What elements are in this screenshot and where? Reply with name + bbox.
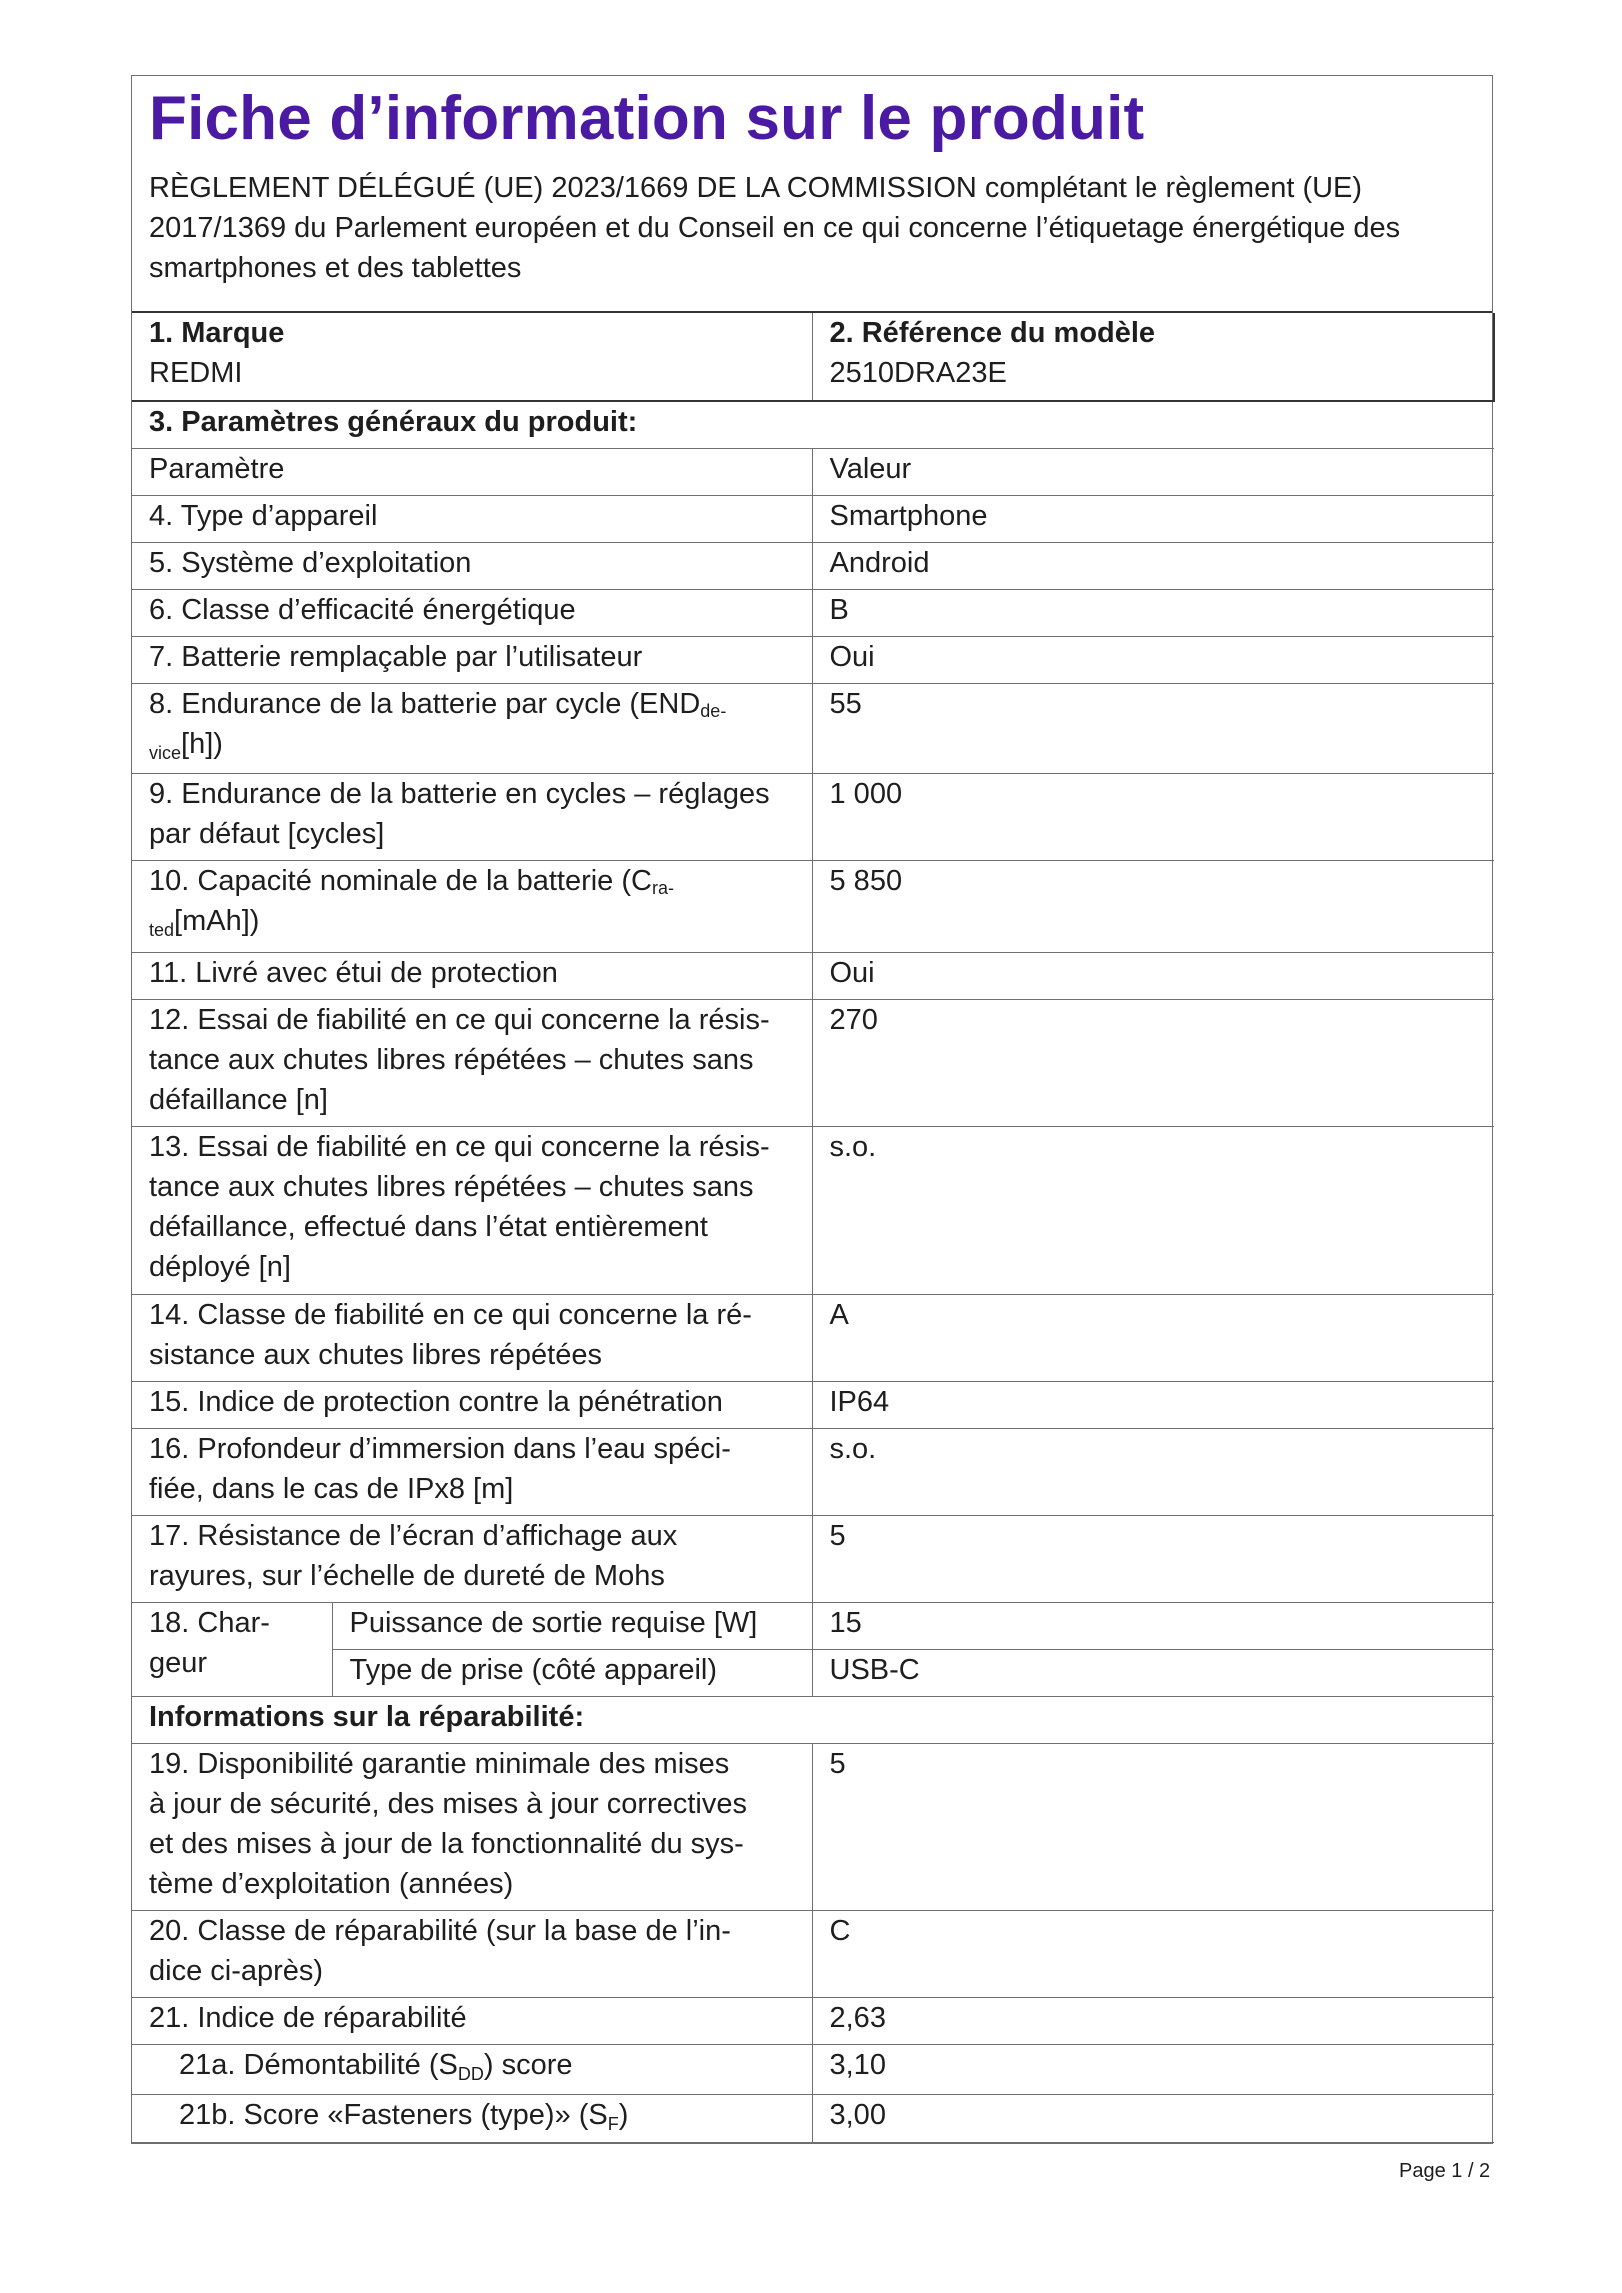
table-row [132, 495, 1494, 542]
row-label: 21. Indice de réparabilité [132, 1997, 812, 2044]
row-value: A [812, 1294, 1494, 1381]
document-title: Fiche d’information sur le produit [149, 84, 1145, 153]
row-label [132, 860, 812, 952]
model-cell [812, 313, 1494, 401]
sheet-header [132, 76, 1492, 313]
row-value: Android [812, 542, 1494, 589]
row-label: 11. Livré avec étui de protection [132, 952, 812, 999]
row-value: s.o. [812, 1126, 1494, 1294]
row-value: C [812, 1910, 1494, 1997]
section-heading-row [132, 1696, 1494, 1743]
row-label [132, 683, 812, 773]
row-label-text: [mAh]) [174, 904, 260, 937]
charger-label [132, 1602, 332, 1696]
row-label-text: 8. Endurance de la batterie par cycle (END [149, 687, 701, 720]
row-value: 5 [812, 1743, 1494, 1910]
row-label-subscript: ra- [651, 877, 674, 898]
table-row [132, 589, 1494, 636]
row-label [132, 2094, 812, 2142]
row-label-subscript: vice [149, 742, 182, 763]
row-label [132, 999, 812, 1126]
row-label: 7. Batterie remplaçable par l’utilisateur [132, 636, 812, 683]
row-label-subscript: F [607, 2113, 619, 2134]
charger-plug-label: Type de prise (côté appareil) [332, 1649, 812, 1696]
table-row [132, 683, 1494, 773]
row-label-subscript: ted [149, 919, 175, 940]
table-row [132, 773, 1494, 860]
row-label-text: 10. Capacité nominale de la batterie (C [149, 864, 652, 897]
column-header-value: Valeur [812, 448, 1494, 495]
row-value: 3,10 [812, 2044, 1494, 2094]
row-label [132, 1515, 812, 1602]
row-value: 1 000 [812, 773, 1494, 860]
table-row [132, 1294, 1494, 1381]
row-label: 9. Endurance de la batterie en cycles – réglages par défaut [cycles] [132, 773, 812, 860]
brand-model-row [132, 313, 1494, 401]
page-number: Page 1 / 2 [1399, 2160, 1491, 2182]
brand-cell [132, 313, 812, 401]
row-label: 6. Classe d’efficacité énergétique [132, 589, 812, 636]
brand-value: REDMI [149, 357, 243, 389]
table-row [132, 2094, 1494, 2142]
charger-row [132, 1602, 1494, 1649]
row-label-line: 17. Résistance de l’écran d’affichage aux [149, 1519, 678, 1552]
row-label-text: 21b. Score «Fasteners (type)» (S [179, 2098, 608, 2131]
row-label [132, 2044, 812, 2094]
row-label-line: 12. Essai de fiabilité en ce qui concerne la résis- [149, 1003, 770, 1036]
row-label [132, 1743, 812, 1910]
row-value: Oui [812, 636, 1494, 683]
row-value: IP64 [812, 1381, 1494, 1428]
row-label-line: déployé [n] [149, 1250, 291, 1283]
repairability-section-heading: Informations sur la réparabilité: [132, 1696, 1494, 1743]
table-row [132, 1743, 1494, 1910]
table-row [132, 636, 1494, 683]
row-value: Smartphone [812, 495, 1494, 542]
table-row [132, 1997, 1494, 2044]
row-label-line: défaillance [n] [149, 1083, 328, 1116]
charger-label-line: 18. Char- [149, 1606, 270, 1639]
row-label-line: rayures, sur l’échelle de dureté de Mohs [149, 1559, 665, 1592]
row-label-line: 13. Essai de fiabilité en ce qui concerne la résis- [149, 1130, 770, 1163]
row-label-line: 16. Profondeur d’immersion dans l’eau spéci- [149, 1432, 731, 1465]
model-label: 2. Référence du modèle [829, 317, 1156, 349]
row-label-text: ) [618, 2098, 629, 2131]
charger-label-line: geur [149, 1646, 208, 1679]
row-label-subscript: de- [700, 700, 727, 721]
row-label-line: tème d’exploitation (années) [149, 1867, 514, 1900]
product-table [132, 313, 1495, 2143]
row-value: 270 [812, 999, 1494, 1126]
charger-power-label: Puissance de sortie requise [W] [332, 1602, 812, 1649]
row-label-text: 21a. Démontabilité (S [179, 2048, 458, 2081]
table-row [132, 1126, 1494, 1294]
table-row [132, 860, 1494, 952]
regulation-reference: RÈGLEMENT DÉLÉGUÉ (UE) 2023/1669 DE LA COMMISSION complétant le règlement (UE) 2017/1369 du Parlement européen et du Conseil en ce qui concerne l’étiquetage énergétique des smartphones et des tablettes [149, 172, 1401, 285]
row-label-line: et des mises à jour de la fonctionnalité du sys- [149, 1827, 744, 1860]
table-row [132, 1910, 1494, 1997]
row-value: s.o. [812, 1428, 1494, 1515]
row-label-line: à jour de sécurité, des mises à jour correctives [149, 1787, 747, 1820]
row-label-text: [h]) [181, 727, 223, 760]
row-value: Oui [812, 952, 1494, 999]
row-label-subscript: DD [457, 2063, 484, 2084]
row-value: 5 850 [812, 860, 1494, 952]
row-label [132, 1126, 812, 1294]
table-row [132, 1428, 1494, 1515]
row-label [132, 1294, 812, 1381]
row-label [132, 1910, 812, 1997]
row-label-line: 19. Disponibilité garantie minimale des mises [149, 1747, 730, 1780]
table-row [132, 999, 1494, 1126]
row-label-line: sistance aux chutes libres répétées [149, 1338, 602, 1371]
brand-label: 1. Marque [149, 317, 285, 349]
table-row [132, 542, 1494, 589]
row-label-line: fiée, dans le cas de IPx8 [m] [149, 1472, 514, 1505]
row-label-text: ) score [483, 2048, 573, 2081]
row-label-line: tance aux chutes libres répétées – chutes sans [149, 1043, 754, 1076]
model-value: 2510DRA23E [829, 357, 1007, 389]
table-row [132, 2044, 1494, 2094]
row-value: 5 [812, 1515, 1494, 1602]
table-row [132, 952, 1494, 999]
row-value: B [812, 589, 1494, 636]
row-label-line: dice ci-après) [149, 1954, 324, 1987]
row-label-line: tance aux chutes libres répétées – chutes sans [149, 1170, 754, 1203]
table-row [132, 1381, 1494, 1428]
row-label [132, 1428, 812, 1515]
column-header-param: Paramètre [132, 448, 812, 495]
row-label: 5. Système d’exploitation [132, 542, 812, 589]
column-header-row [132, 448, 1494, 495]
general-section-heading: 3. Paramètres généraux du produit: [132, 401, 1494, 448]
row-label: 4. Type d’appareil [132, 495, 812, 542]
row-value: 3,00 [812, 2094, 1494, 2142]
row-value: 55 [812, 683, 1494, 773]
row-label-line: 20. Classe de réparabilité (sur la base de l’in- [149, 1914, 731, 1947]
row-label-line: 14. Classe de fiabilité en ce qui concerne la ré- [149, 1298, 752, 1331]
row-label: 15. Indice de protection contre la pénétration [132, 1381, 812, 1428]
charger-plug-value: USB-C [812, 1649, 1494, 1696]
charger-power-value: 15 [812, 1602, 1494, 1649]
table-row [132, 1515, 1494, 1602]
charger-row [132, 1649, 1494, 1696]
section-heading-row [132, 401, 1494, 448]
row-value: 2,63 [812, 1997, 1494, 2044]
row-label-line: défaillance, effectué dans l’état entièrement [149, 1210, 708, 1243]
product-info-sheet [131, 75, 1493, 2144]
